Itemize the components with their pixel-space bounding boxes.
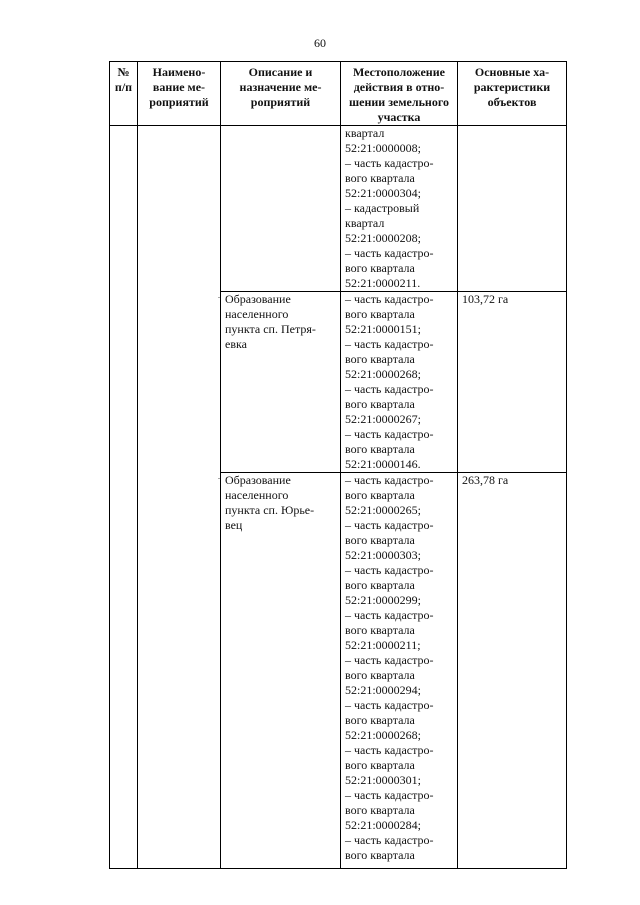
description-cell: . Образование населенного пункта сп. Петря- евка (221, 292, 341, 473)
bullet-mark: . (218, 472, 220, 481)
name-cell (138, 126, 221, 869)
characteristics-cell: 103,72 га (458, 292, 567, 473)
location-cell: – часть кадастро- вого квартала 52:21:0000151; – часть кадастро- вого квартала 52:21:0000268; – часть кадастро- вого квартала 52:21:0000267; – часть кадастро- вого квартала 52:21:0000146. (341, 292, 458, 473)
location-cell: квартал 52:21:0000008; – часть кадастро- вого квартала 52:21:0000304; – кадастровый квартал 52:21:0000208; – часть кадастро- вого квартала 52:21:0000211. (341, 126, 458, 292)
bullet-mark: . (218, 291, 220, 300)
header-characteristics: Основные ха- рактеристики объектов (458, 62, 567, 126)
characteristics-cell: 263,78 га (458, 473, 567, 869)
location-cell: – часть кадастро- вого квартала 52:21:0000265; – часть кадастро- вого квартала 52:21:0000303; – часть кадастро- вого квартала 52:21:0000299; – часть кадастро- вого квартала 52:21:0000211; – часть кадастро- вого квартала 52:21:0000294; – часть кадастро- вого квартала 52:21:0000268; – часть кадастро- вого квартала 52:21:0000301; – часть кадастро- вого квартала 52:21:0000284; – часть кадастро- вого квартала (341, 473, 458, 869)
measures-table (109, 61, 567, 869)
table-row (110, 126, 567, 292)
header-num: № п/п (110, 62, 138, 126)
description-cell: . Образование населенного пункта сп. Юрье- вец (221, 473, 341, 869)
header-location: Местоположение действия в отно- шении земельного участка (341, 62, 458, 126)
table-header-row (110, 62, 567, 126)
page-number: 60 (314, 36, 326, 50)
num-cell (110, 126, 138, 869)
header-description: Описание и назначение ме- роприятий (221, 62, 341, 126)
header-name: Наимено- вание ме- роприятий (138, 62, 221, 126)
characteristics-cell (458, 126, 567, 292)
description-cell (221, 126, 341, 292)
